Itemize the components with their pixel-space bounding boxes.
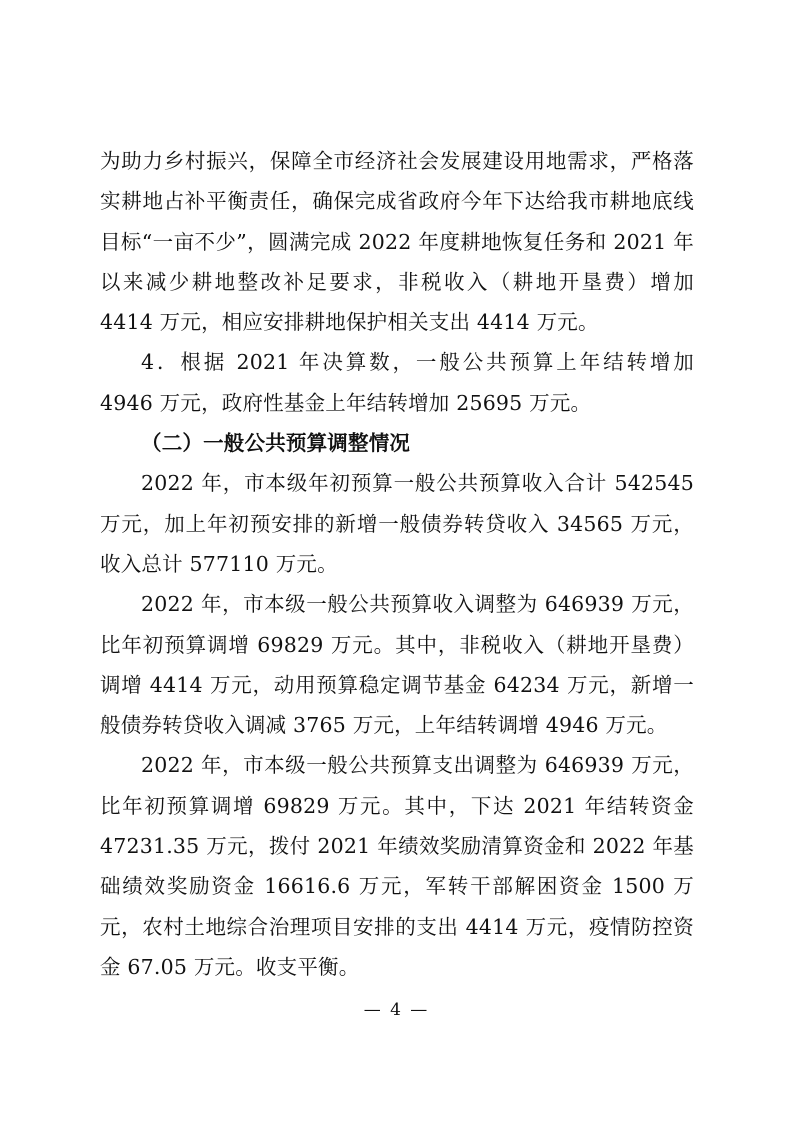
paragraph-adjusted-revenue: 2022 年，市本级一般公共预算收入调整为 646939 万元，比年初预算调增 69829 万元。其中，非税收入（耕地开垦费）调增 4414 万元，动用预算稳定调节基金 64234 万元，新增一般债券转贷收入调减 3765 万元，上年结转调增 4946 万元。: [100, 592, 694, 738]
paragraph-adjusted-expenditure: 2022 年，市本级一般公共预算支出调整为 646939 万元，比年初预算调增 69829 万元。其中，下达 2021 年结转资金 47231.35 万元，拨付 2021 年绩效奖励清算资金和 2022 年基础绩效奖励资金 16616.6 万元，军转干部解困资金 1500 万元，农村土地综合治理项目安排的支出 4414 万元，疫情防控资金 67.05 万元。收支平衡。: [100, 753, 694, 979]
section-heading-general-budget-adjustment: （二）一般公共预算调整情况: [141, 431, 411, 456]
document-body: [100, 141, 694, 987]
paragraph-initial-budget-revenue: 2022 年，市本级年初预算一般公共预算收入合计 542545 万元，加上年初预安排的新增一般债券转贷收入 34565 万元，收入总计 577110 万元。: [100, 471, 694, 576]
paragraph-farmland-protection: 为助力乡村振兴，保障全市经济社会发展建设用地需求，严格落实耕地占补平衡责任，确保完成省政府今年下达给我市耕地底线目标“一亩不少”，圆满完成 2022 年度耕地恢复任务和 2021 年以来减少耕地整改补足要求，非税收入（耕地开垦费）增加 4414 万元，相应安排耕地保护相关支出 4414 万元。: [100, 149, 694, 335]
page-number: — 4 —: [363, 1000, 430, 1020]
paragraph-final-accounts-carryover: 4．根据 2021 年决算数，一般公共预算上年结转增加 4946 万元，政府性基金上年结转增加 25695 万元。: [100, 350, 694, 415]
